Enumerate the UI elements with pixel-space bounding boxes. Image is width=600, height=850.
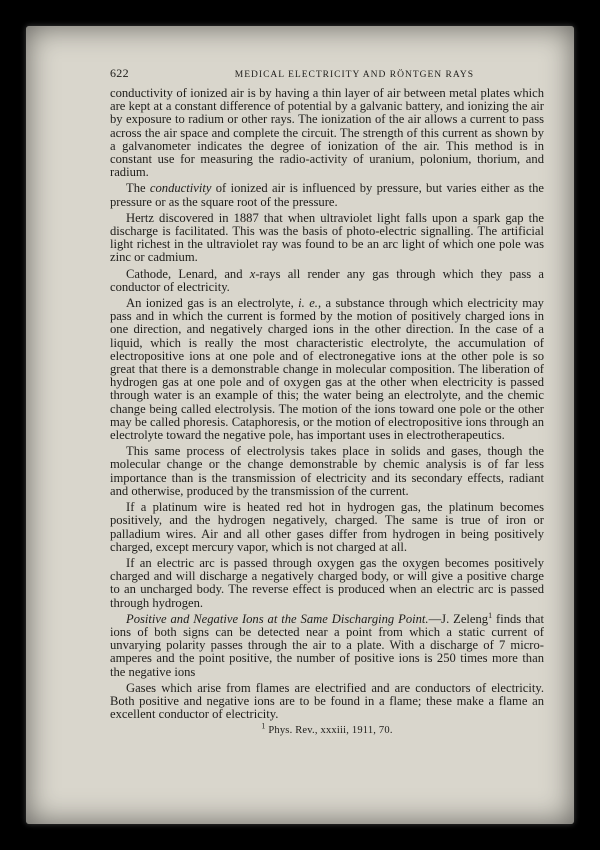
paragraph-8 — [110, 557, 544, 610]
paragraph-4-emphasis: x — [249, 266, 256, 281]
footnote-mark: 1 — [261, 721, 266, 731]
footnote-reference: 1 — [488, 610, 493, 620]
paragraph-5-text-a: An ionized gas is an electrolyte, — [126, 296, 299, 311]
paragraph-4-text-a: Cathode, Lenard, and — [126, 266, 250, 281]
section-heading-inline: Positive and Negative Ions at the Same Discharging Point. — [126, 611, 429, 626]
paragraph-1 — [110, 87, 544, 179]
paragraph-5 — [110, 297, 544, 442]
paragraph-7-text: If a platinum wire is heated red hot in hydrogen gas, the platinum becomes positively, and the hydrogen negatively, charged. The same is true of iron or palladium wires. Air and all other gases differ from hydrogen in being positively charged, except mercury vapor, which is not charged at all. — [110, 500, 544, 554]
paragraph-6 — [110, 445, 544, 498]
paragraph-5-text-b: , a substance through which electricity may pass and in which the current is formed by the motion of positively charged ions in one direction, and negatively charged ions in the other direction. In the case of a liquid, which is really the most characteristic electrolyte, the accumulation of electropositive ions at one pole and of electronegative ions at the other pole is so great that there is a demonstrable change in molecular composition. The liberation of hydrogen gas at one pole and of oxygen gas at the other when electricity is passed through water is an example of this; the water being an electrolyte, and the chemic change being called electrolysis. The motion of the ions toward one pole or the other may be called phoresis. Cataphoresis, or the motion of electropositive ions through an electrolyte toward the negative pole, has important uses in electrotherapeutics. — [110, 296, 544, 443]
paragraph-4 — [110, 268, 544, 294]
running-title: MEDICAL ELECTRICITY AND RÖNTGEN RAYS — [234, 70, 474, 80]
paragraph-2-emphasis: conductivity — [149, 181, 212, 196]
paragraph-3-text: Hertz discovered in 1887 that when ultraviolet light falls upon a spark gap the discharge is facilitated. This was the basis of photo-electric signalling. The artificial light richest in the ultraviolet ray was found to be an arc light of which one pole was zinc or cadmium. — [110, 210, 544, 265]
page-number: 622 — [110, 66, 129, 80]
page-header — [110, 66, 544, 81]
page-text-block — [110, 66, 544, 736]
paragraph-5-emphasis: i. e. — [298, 296, 318, 311]
paragraph-8-text: If an electric arc is passed through oxygen gas the oxygen becomes positively charged and will discharge a negatively charged body, or will give a positive charge to an uncharged body. The reverse effect is produced when an electric arc is passed through hydrogen. — [110, 555, 544, 610]
paragraph-2-text-a: The — [126, 181, 150, 196]
paragraph-6-text: This same process of electrolysis takes place in solids and gases, though the molecular change or the change demonstrable by chemic analysis is of far less importance than is the transmission of electricity and its secondary effects, radiant and otherwise, produced by the transmission of the current. — [110, 444, 544, 498]
paragraph-1-text: conductivity of ionized air is by having a thin layer of air between metal plates which are kept at a constant difference of potential by a galvanic battery, and ionizing the air by exposure to radium or other rays. The ionization of the air allows a current to pass across the air space and complete the circuit. The strength of this current as shown by a galvanometer indicates the degree of ionization of the air. This method is in constant use for measuring the radio-activity of uranium, polonium, thorium, and radium. — [110, 86, 544, 180]
paragraph-3 — [110, 212, 544, 265]
paragraph-10-text: Gases which arise from flames are electrified and are conductors of electricity. Both positive and negative ions are to be found in a flame; these make a flame an excellent conductor of electricity. — [110, 680, 544, 722]
paragraph-9-author: —J. Zeleng — [428, 611, 489, 626]
book-page — [26, 26, 574, 824]
footnote — [110, 721, 544, 737]
paragraph-2-text-b: of ionized air is influenced by pressure, but varies either as the pressure or as the square root of the pressure. — [110, 181, 544, 209]
paragraph-9 — [110, 610, 544, 679]
paragraph-4-text-b: -rays all render any gas through which they pass a conductor of electricity. — [110, 266, 544, 294]
paragraph-7 — [110, 501, 544, 554]
footnote-text: Phys. Rev., xxxiii, 1911, 70. — [265, 725, 393, 737]
paragraph-2 — [110, 182, 544, 208]
paragraph-9-text: finds that ions of both signs can be detected near a point from which a static current of unvarying polarity passes through the air to a plate. With a discharge of 7 micro-amperes and the point positive, the number of positive ions is 250 times more than the negative ions — [110, 611, 544, 679]
paragraph-10 — [110, 682, 544, 722]
